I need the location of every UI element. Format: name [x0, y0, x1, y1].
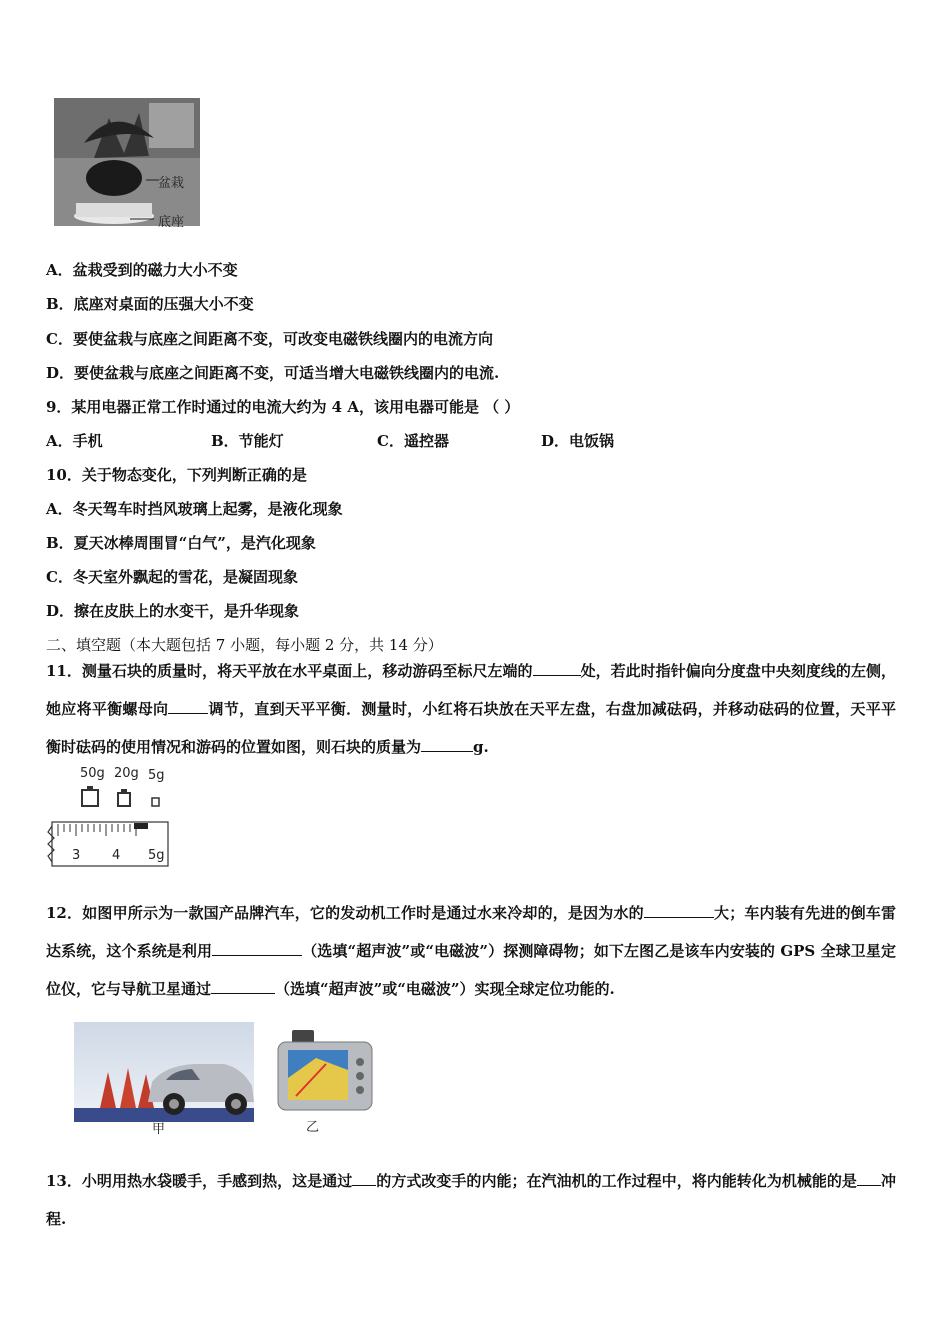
q12-part2: 大；车内装有先进的倒车雷达系统，这个系统是利用 [46, 904, 896, 960]
q11-part1: 11．测量石块的质量时，将天平放在水平桌面上，移动游码至标尺左端的 [46, 662, 533, 680]
q11-blank-1[interactable] [533, 659, 581, 676]
q12-blank-2[interactable] [212, 939, 302, 956]
q8-option-c: C．要使盆栽与底座之间距离不变，可改变电磁铁线圈内的电流方向 [46, 330, 493, 348]
scale-tick-4: 4 [112, 848, 121, 863]
car-photo [74, 1022, 254, 1122]
label-yi: 乙 [306, 1120, 320, 1135]
q10-option-b: B．夏天冰棒周围冒“白气”，是汽化现象 [46, 534, 316, 552]
q10-option-c: C．冬天室外飘起的雪花，是凝固现象 [46, 568, 298, 586]
scale-tick-5g: 5g [148, 848, 165, 863]
bonsai-figure [54, 98, 200, 230]
label-jia: 甲 [152, 1122, 166, 1137]
q13-part1: 13．小明用热水袋暖手，手感到热，这是通过 [46, 1172, 353, 1190]
q12-text [46, 894, 896, 1008]
q13-blank-2[interactable] [857, 1169, 881, 1186]
q11-part2: 处，若此时指针偏向分度盘中央刻度线的左侧，她应将平衡螺母向 [46, 662, 896, 718]
q13-part3: 冲程. [46, 1172, 896, 1228]
q8-option-b: B．底座对桌面的压强大小不变 [46, 295, 254, 313]
q13-blank-1[interactable] [352, 1169, 376, 1186]
q12-blank-1[interactable] [644, 901, 714, 918]
q11-part4: g. [473, 738, 489, 756]
q13-part2: 的方式改变手的内能；在汽油机的工作过程中，将内能转化为机械能的是 [376, 1172, 857, 1190]
q9-option-d: D．电饭锅 [541, 432, 615, 450]
weight-50g-label: 50g [80, 766, 105, 781]
q9-option-b: B．节能灯 [211, 432, 284, 450]
q12-blank-3[interactable] [211, 977, 275, 994]
q10-stem: 10．关于物态变化，下列判断正确的是 [46, 466, 307, 484]
q10-option-a: A．冬天驾车时挡风玻璃上起雾，是液化现象 [46, 500, 343, 518]
scale-tick-3: 3 [72, 848, 81, 863]
label-pot: 盆栽 [158, 176, 185, 191]
q11-part3: 调节，直到天平平衡．测量时，小红将石块放在天平左盘，右盘加减砝码，并移动砝码的位置，天平平衡时砝码的使用情况和游码的位置如图，则石块的质量为 [46, 700, 896, 756]
q8-option-d: D．要使盆栽与底座之间距离不变，可适当增大电磁铁线圈内的电流. [46, 364, 500, 382]
q12-part4: （选填“超声波”或“电磁波”）实现全球定位功能的. [275, 980, 615, 998]
weight-5g-label: 5g [148, 768, 165, 783]
balance-figure [46, 766, 172, 870]
q11-blank-2[interactable] [168, 697, 208, 714]
car-gps-figure [74, 1022, 384, 1137]
q9-option-c: C．遥控器 [377, 432, 449, 450]
bonsai-photo [54, 98, 200, 226]
weight-20g-label: 20g [114, 766, 139, 781]
q12-part3: （选填“超声波”或“电磁波”）探测障碍物；如下左图乙是该车内安装的 GPS 全球卫星定位仪，它与导航卫星通过 [46, 942, 896, 998]
q9-stem: 9．某用电器正常工作时通过的电流大约为 4 A，该用电器可能是 （ ） [46, 398, 520, 416]
q12-part1: 12．如图甲所示为一款国产品牌汽车，它的发动机工作时是通过水来冷却的，是因为水的 [46, 904, 644, 922]
q9-options [46, 431, 614, 451]
q9-option-a: A．手机 [46, 432, 103, 450]
q10-option-d: D．擦在皮肤上的水变干，是升华现象 [46, 602, 300, 620]
section-title: 二、填空题（本大题包括 7 小题，每小题 2 分，共 14 分） [46, 636, 443, 654]
q8-option-a: A．盆栽受到的磁力大小不变 [46, 261, 238, 279]
q13-text [46, 1162, 896, 1238]
label-base: 底座 [158, 215, 185, 230]
q11-text [46, 652, 896, 766]
gps-device-photo [276, 1028, 376, 1112]
q11-blank-3[interactable] [421, 735, 473, 752]
